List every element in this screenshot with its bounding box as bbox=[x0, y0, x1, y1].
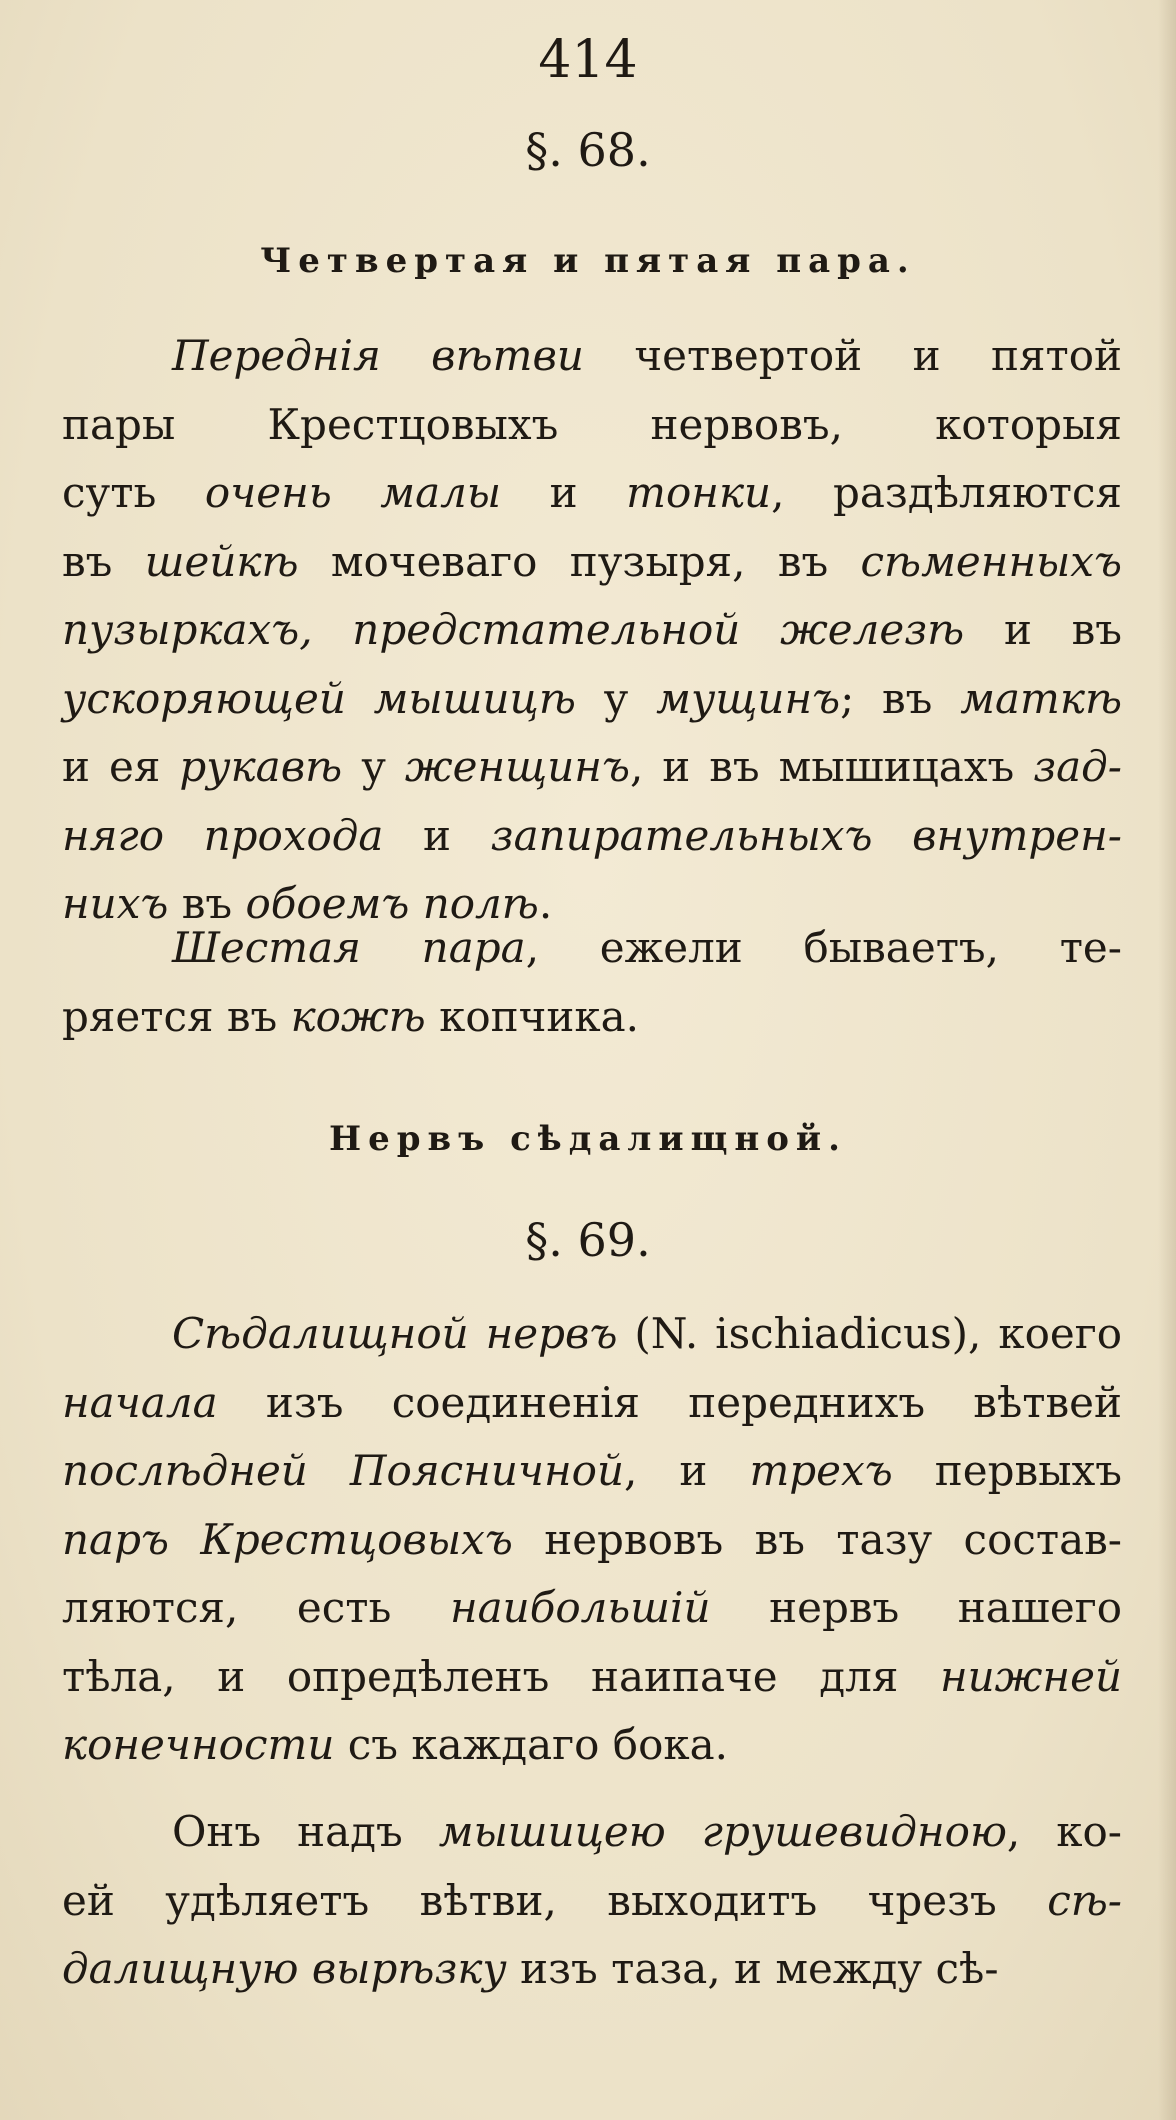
text-run: у bbox=[342, 742, 405, 791]
text-line bbox=[62, 1643, 1122, 1712]
text-line bbox=[62, 1506, 1122, 1575]
text-line bbox=[62, 1574, 1122, 1643]
text-run: , и въ мышицахъ bbox=[629, 742, 1034, 791]
italic-term: Переднія вѣтви bbox=[172, 331, 584, 380]
italic-term: нихъ bbox=[62, 879, 169, 928]
text-line bbox=[62, 983, 1122, 1052]
italic-term: няго прохода bbox=[62, 810, 384, 860]
text-run: въ bbox=[168, 879, 246, 928]
text-line bbox=[62, 1711, 1122, 1780]
text-line bbox=[62, 1798, 1122, 1867]
italic-term: Сѣдалищной нервъ bbox=[172, 1309, 618, 1358]
text-line bbox=[62, 322, 1122, 391]
italic-term: сѣ- bbox=[1047, 1875, 1122, 1925]
heading-fourth-fifth-pair: Четвертая и пятая пара. bbox=[260, 241, 916, 281]
text-line bbox=[62, 1437, 1122, 1506]
italic-term: трехъ bbox=[749, 1446, 893, 1495]
italic-term: Шестая пара bbox=[172, 923, 526, 972]
italic-term: далищную вырѣзку bbox=[62, 1944, 507, 1993]
text-run: Онъ надъ bbox=[172, 1807, 439, 1856]
paragraph-sixth-pair bbox=[62, 914, 1122, 1051]
text-line bbox=[62, 1867, 1122, 1936]
italic-term: рукавѣ bbox=[179, 742, 343, 791]
italic-term: пузыркахъ, предстательной железѣ bbox=[62, 605, 965, 654]
italic-term: паръ Крестцовыхъ bbox=[62, 1514, 513, 1564]
text-run: пары Крестцовыхъ нервовъ, которыя bbox=[62, 399, 1122, 449]
italic-term: маткѣ bbox=[960, 673, 1123, 723]
text-run: мочеваго пузыря, въ bbox=[298, 536, 861, 586]
text-line bbox=[62, 665, 1122, 734]
text-run: (N. ischiadicus), коего bbox=[617, 1309, 1122, 1358]
text-run: ляются, есть bbox=[62, 1583, 450, 1632]
text-line bbox=[62, 596, 1122, 665]
text-run: , ежели бываетъ, те- bbox=[525, 923, 1122, 972]
text-run: изъ таза, и между сѣ- bbox=[506, 1944, 999, 1993]
italic-term: нижней bbox=[939, 1651, 1122, 1701]
text-line bbox=[62, 528, 1122, 597]
italic-term: зад- bbox=[1033, 742, 1122, 791]
italic-term: обоемъ полѣ bbox=[245, 879, 539, 928]
italic-term: послѣдней Поясничной bbox=[62, 1446, 624, 1495]
italic-term: женщинъ bbox=[404, 742, 630, 791]
italic-term: очень малы bbox=[204, 468, 502, 517]
text-run: четвертой и пятой bbox=[584, 331, 1122, 380]
text-run: и ея bbox=[62, 742, 180, 791]
text-run: ей удѣляетъ вѣтви, выходитъ чрезъ bbox=[62, 1875, 1048, 1925]
text-run: . bbox=[538, 879, 553, 928]
text-line bbox=[62, 459, 1122, 528]
text-run: суть bbox=[62, 468, 205, 517]
paragraph-fourth-fifth-pair bbox=[62, 322, 1122, 939]
text-run: тѣла, и опредѣленъ наипаче для bbox=[62, 1651, 940, 1701]
text-run: въ bbox=[62, 536, 145, 586]
text-run: ряется въ bbox=[62, 991, 291, 1041]
text-line bbox=[62, 1300, 1122, 1369]
text-line bbox=[62, 391, 1122, 460]
text-run: изъ соединенія переднихъ вѣтвей bbox=[217, 1377, 1122, 1427]
paragraph-sciatic-nerve bbox=[62, 1300, 1122, 1780]
text-run: первыхъ bbox=[892, 1446, 1122, 1495]
italic-term: ускоряющей мышицѣ bbox=[62, 673, 576, 723]
text-run: , и bbox=[624, 1446, 750, 1495]
italic-term: тонки bbox=[626, 468, 772, 517]
text-run: у bbox=[575, 673, 657, 723]
text-run: и въ bbox=[964, 605, 1123, 654]
italic-term: шейкѣ bbox=[144, 536, 299, 586]
italic-term: кожѣ bbox=[290, 991, 426, 1041]
text-run: съ каждаго бока. bbox=[334, 1720, 729, 1769]
text-run: копчика. bbox=[425, 991, 640, 1041]
section-69-mark: §. 69. bbox=[525, 1213, 651, 1267]
text-line bbox=[62, 1935, 1122, 2004]
text-line bbox=[62, 1369, 1122, 1438]
page-number: 414 bbox=[538, 30, 638, 90]
text-run: нервовъ въ тазу состав- bbox=[512, 1514, 1122, 1564]
text-line bbox=[62, 733, 1122, 802]
italic-term: наибольшій bbox=[449, 1583, 711, 1632]
text-line bbox=[62, 914, 1122, 983]
italic-term: начала bbox=[62, 1377, 218, 1427]
text-run: и bbox=[501, 468, 627, 517]
text-run: ; въ bbox=[840, 673, 961, 723]
paragraph-sciatic-course bbox=[62, 1798, 1122, 2004]
italic-term: мышицею грушевидною bbox=[438, 1807, 1007, 1856]
page-edge-shadow bbox=[1158, 0, 1176, 2120]
italic-term: конечности bbox=[62, 1720, 335, 1769]
section-68-mark: §. 68. bbox=[525, 123, 651, 177]
text-run: , ко- bbox=[1006, 1807, 1122, 1856]
italic-term: мущинъ bbox=[656, 673, 841, 723]
heading-sciatic-nerve: Нервъ сѣдалищной. bbox=[329, 1119, 847, 1159]
text-run: и bbox=[383, 810, 491, 860]
text-run: , раздѣляются bbox=[771, 468, 1123, 517]
text-line bbox=[62, 802, 1122, 871]
italic-term: сѣменныхъ bbox=[860, 536, 1122, 586]
text-run: нервъ нашего bbox=[710, 1583, 1122, 1632]
italic-term: запирательныхъ внутрен- bbox=[490, 810, 1122, 860]
